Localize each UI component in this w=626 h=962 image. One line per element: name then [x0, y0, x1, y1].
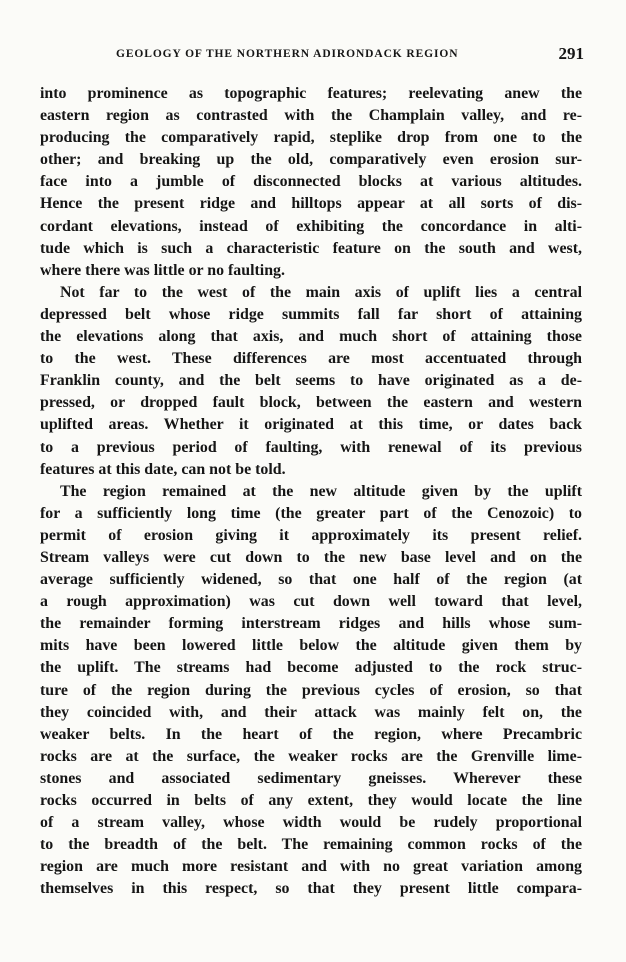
text-line: a rough approximation) was cut down well toward that level, — [40, 593, 582, 611]
text-line: producing the comparatively rapid, steplike drop from one to the — [40, 129, 582, 147]
text-line: the elevations along that axis, and much short of attaining those — [40, 328, 582, 346]
text-line: Franklin county, and the belt seems to have originated as a de- — [40, 372, 582, 390]
text-line: depressed belt whose ridge summits fall far short of attaining — [40, 305, 582, 323]
text-line: The region remained at the new altitude given by the uplift — [60, 482, 582, 500]
text-line: mits have been lowered little below the altitude given them by — [40, 637, 582, 655]
text-line: weaker belts. In the heart of the region, where Precambric — [40, 725, 582, 743]
text-line: features at this date, can not be told. — [40, 460, 286, 478]
text-line: pressed, or dropped fault block, between the eastern and western — [40, 394, 582, 412]
text-line: rocks are at the surface, the weaker rocks are the Grenville lime- — [40, 747, 582, 765]
text-line: average sufficiently widened, so that one half of the region (at — [40, 571, 582, 589]
text-line: the remainder forming interstream ridges and hills whose sum- — [40, 615, 582, 633]
text-line: to the breadth of the belt. The remaining common rocks of the — [40, 836, 582, 854]
text-line: other; and breaking up the old, comparatively even erosion sur- — [40, 151, 582, 169]
text-line: Hence the present ridge and hilltops appear at all sorts of dis- — [40, 195, 582, 213]
text-line: cordant elevations, instead of exhibiting the concordance in alti- — [40, 217, 582, 235]
text-line: rocks occurred in belts of any extent, they would locate the line — [40, 792, 582, 809]
text-line: face into a jumble of disconnected blocks at various altitudes. — [40, 173, 582, 191]
running-head: GEOLOGY OF THE NORTHERN ADIRONDACK REGION — [116, 48, 459, 60]
text-line: they coincided with, and their attack was mainly felt on, the — [40, 703, 582, 721]
paragraph — [40, 282, 582, 481]
text-line: eastern region as contrasted with the Champlain valley, and re- — [40, 107, 582, 125]
text-line: uplifted areas. Whether it originated at this time, or dates back — [40, 416, 582, 434]
page-number: 291 — [558, 44, 584, 63]
text-line: Not far to the west of the main axis of uplift lies a central — [60, 283, 582, 301]
text-line: ture of the region during the previous cycles of erosion, so that — [40, 681, 582, 699]
text-line: Stream valleys were cut down to the new base level and on the — [40, 548, 582, 566]
paragraph — [40, 481, 582, 901]
text-line: region are much more resistant and with no great variation among — [40, 858, 582, 876]
text-line: permit of erosion giving it approximately its present relief. — [40, 526, 582, 544]
text-line: tude which is such a characteristic feature on the south and west, — [40, 239, 582, 257]
page-header — [40, 44, 584, 66]
text-line: of a stream valley, whose width would be rudely proportional — [40, 814, 582, 832]
text-line: stones and associated sedimentary gneisses. Wherever these — [40, 769, 582, 787]
body-text — [40, 83, 582, 900]
text-line: for a sufficiently long time (the greater part of the Cenozoic) to — [40, 504, 582, 522]
text-line: into prominence as topographic features; reelevating anew the — [40, 85, 582, 102]
text-line: where there was little or no faulting. — [40, 261, 285, 279]
text-line: to the west. These differences are most accentuated through — [40, 350, 582, 368]
text-line: themselves in this respect, so that they present little compara- — [40, 880, 582, 898]
text-line: the uplift. The streams had become adjusted to the rock struc- — [40, 659, 582, 677]
text-line: to a previous period of faulting, with renewal of its previous — [40, 438, 582, 456]
paragraph — [40, 83, 582, 282]
